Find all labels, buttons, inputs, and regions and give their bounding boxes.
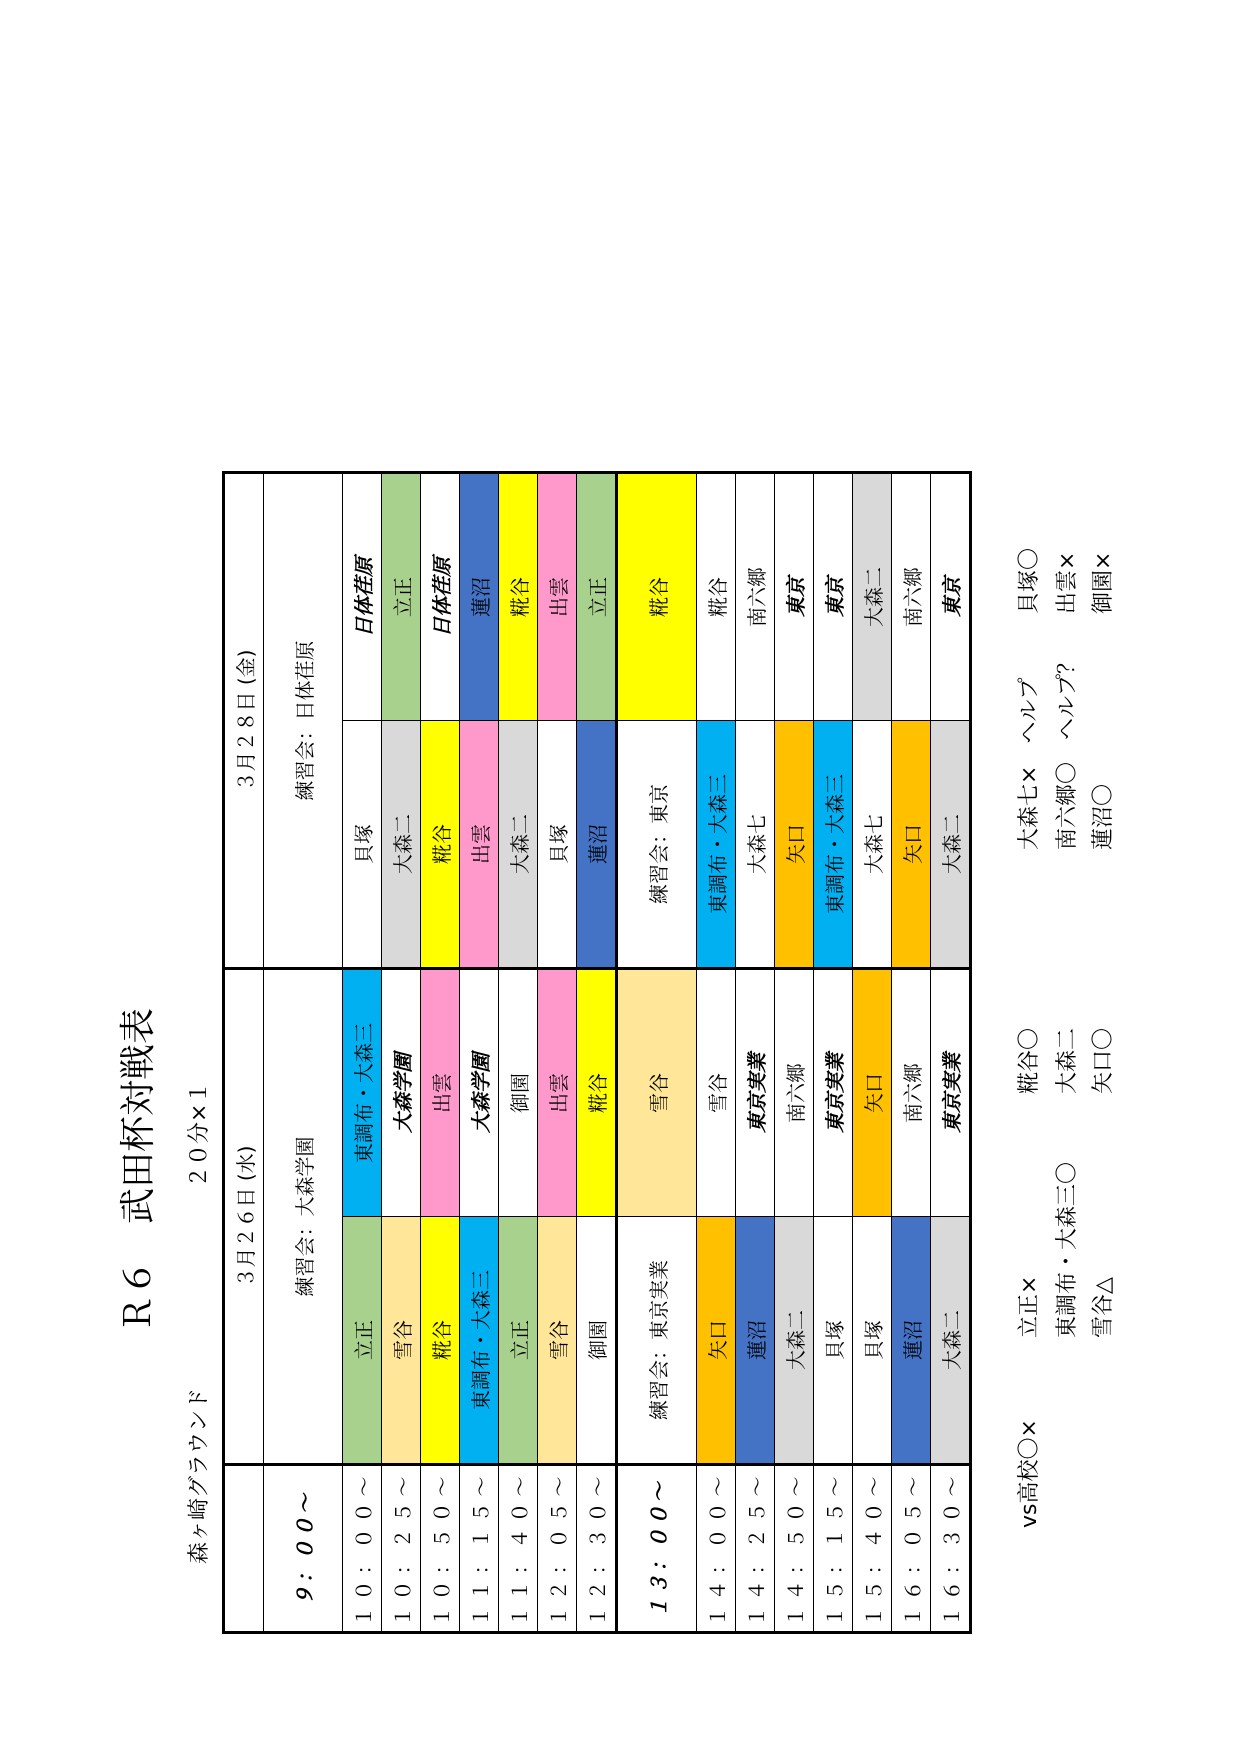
day1-header: ３月２６日 (水) xyxy=(224,969,264,1465)
vs-result-2-1: 糀谷〇 xyxy=(1017,1027,1042,1094)
match-cell-d1b: 出雲 xyxy=(538,969,577,1217)
match-cell-d2b: 出雲 xyxy=(538,473,577,721)
match-cell-d2b: 蓮沼 xyxy=(460,473,499,721)
match-cell-d2b: 糀谷 xyxy=(697,473,736,721)
vs-result-4-3: 御園× xyxy=(1091,551,1116,614)
vs-high-school-label: vs高校〇× xyxy=(1017,1419,1042,1528)
vs-result-3-1: 大森七× ヘルプ xyxy=(1017,677,1042,850)
vs-result-2-2: 大森二 xyxy=(1055,1027,1080,1094)
match-cell-d1b: 東京実業 xyxy=(814,969,853,1217)
practice-day1-afternoon: 練習会：東京実業 xyxy=(617,1217,697,1465)
match-cell-d2a: 貝塚 xyxy=(343,721,382,969)
vs-result-1-2: 東調布・大森三〇 xyxy=(1055,1161,1080,1338)
page-title: Ｒ６ 武田杯対戦表 xyxy=(118,1007,159,1332)
match-row xyxy=(931,473,971,1633)
match-cell-d1a: 矢口 xyxy=(697,1217,736,1465)
match-cell-d1a: 雪谷 xyxy=(382,1217,421,1465)
time-slot: １２：３０～ xyxy=(577,1465,617,1633)
vs-result-3-3: 蓮沼〇 xyxy=(1091,783,1116,850)
match-cell-d1b: 御園 xyxy=(499,969,538,1217)
match-row xyxy=(736,473,775,1633)
day-header-row xyxy=(224,473,264,1633)
match-cell-d2a: 蓮沼 xyxy=(577,721,617,969)
match-row xyxy=(577,473,617,1633)
match-cell-d2a: 東調布・大森三 xyxy=(697,721,736,969)
match-cell-d1a: 立正 xyxy=(343,1217,382,1465)
practice-day2-afternoon: 練習会：東京 xyxy=(617,721,697,969)
time-slot: １４：５０～ xyxy=(775,1465,814,1633)
match-cell-d1a: 貝塚 xyxy=(853,1217,892,1465)
time-slot: １０：５０～ xyxy=(421,1465,460,1633)
match-cell-d2b: 糀谷 xyxy=(499,473,538,721)
match-cell-d2a: 大森七 xyxy=(736,721,775,969)
match-cell-d2a: 矢口 xyxy=(775,721,814,969)
match-cell-d2b: 南六郷 xyxy=(736,473,775,721)
match-cell-d2a: 貝塚 xyxy=(538,721,577,969)
match-cell-d2a: 大森七 xyxy=(853,721,892,969)
practice-day1-morning: 練習会：大森学園 xyxy=(264,969,343,1465)
match-row xyxy=(775,473,814,1633)
match-cell-d1b: 東調布・大森三 xyxy=(343,969,382,1217)
match-cell-d2a: 出雲 xyxy=(460,721,499,969)
match-cell-d2b: 日体荏原 xyxy=(421,473,460,721)
morning-practice-row xyxy=(264,473,343,1633)
time-slot: １４：００～ xyxy=(697,1465,736,1633)
match-row xyxy=(892,473,931,1633)
vs-result-4-1: 貝塚〇 xyxy=(1017,547,1042,614)
time-slot: １１：４０～ xyxy=(499,1465,538,1633)
match-cell-d2b: 南六郷 xyxy=(892,473,931,721)
match-cell-d1b: 出雲 xyxy=(421,969,460,1217)
day2-header: ３月２８日 (金) xyxy=(224,473,264,969)
match-cell-d2a: 大森二 xyxy=(499,721,538,969)
match-cell-d1b: 大森学園 xyxy=(382,969,421,1217)
match-row xyxy=(460,473,499,1633)
match-cell-d2b: 日体荏原 xyxy=(343,473,382,721)
practice-day1-b-afternoon: 雪谷 xyxy=(617,969,697,1217)
match-cell-d1b: 東京実業 xyxy=(931,969,971,1217)
match-cell-d2b: 東京 xyxy=(931,473,971,721)
vs-result-3-2: 南六郷〇 ヘルプ？ xyxy=(1055,651,1080,850)
match-cell-d2b: 立正 xyxy=(382,473,421,721)
practice-day2-morning: 練習会：日体荏原 xyxy=(264,473,343,969)
time-slot: １６：３０～ xyxy=(931,1465,971,1633)
time-slot: １５：４０～ xyxy=(853,1465,892,1633)
match-cell-d1b: 南六郷 xyxy=(892,969,931,1217)
vs-result-4-2: 出雲× xyxy=(1055,551,1080,614)
match-cell-d1b: 矢口 xyxy=(853,969,892,1217)
match-row xyxy=(382,473,421,1633)
match-row xyxy=(853,473,892,1633)
match-cell-d1b: 大森学園 xyxy=(460,969,499,1217)
match-cell-d1a: 蓮沼 xyxy=(736,1217,775,1465)
match-cell-d1b: 雪谷 xyxy=(697,969,736,1217)
match-cell-d2b: 東京 xyxy=(775,473,814,721)
time-slot: １４：２５～ xyxy=(736,1465,775,1633)
match-cell-d2b: 大森二 xyxy=(853,473,892,721)
match-cell-d2b: 立正 xyxy=(577,473,617,721)
match-cell-d1a: 御園 xyxy=(577,1217,617,1465)
vs-result-1-3: 雪谷△ xyxy=(1091,1277,1116,1338)
match-row xyxy=(814,473,853,1633)
match-cell-d1a: 蓮沼 xyxy=(892,1217,931,1465)
match-row xyxy=(343,473,382,1633)
vs-result-1-1: 立正× xyxy=(1017,1275,1042,1338)
afternoon-practice-row xyxy=(617,473,697,1633)
schedule-table xyxy=(222,471,972,1634)
vs-result-2-3: 矢口〇 xyxy=(1091,1027,1116,1094)
match-cell-d1b: 東京実業 xyxy=(736,969,775,1217)
match-format-label: ２０分×１ xyxy=(187,1081,212,1188)
time-slot: １０：２５～ xyxy=(382,1465,421,1633)
morning-start-time: ９：００～ xyxy=(264,1465,343,1633)
match-cell-d2a: 東調布・大森三 xyxy=(814,721,853,969)
match-cell-d2a: 矢口 xyxy=(892,721,931,969)
time-slot: １２：０５～ xyxy=(538,1465,577,1633)
time-slot: １６：０５～ xyxy=(892,1465,931,1633)
time-slot: １５：１５～ xyxy=(814,1465,853,1633)
practice-day2-b-afternoon: 糀谷 xyxy=(617,473,697,721)
afternoon-start-time: １３：００～ xyxy=(617,1465,697,1633)
time-slot: １０：００～ xyxy=(343,1465,382,1633)
match-cell-d1a: 大森二 xyxy=(931,1217,971,1465)
match-cell-d1a: 東調布・大森三 xyxy=(460,1217,499,1465)
match-cell-d2a: 大森二 xyxy=(931,721,971,969)
corner-cell xyxy=(224,1465,264,1633)
match-row xyxy=(538,473,577,1633)
match-cell-d1a: 貝塚 xyxy=(814,1217,853,1465)
match-cell-d1a: 雪谷 xyxy=(538,1217,577,1465)
match-row xyxy=(697,473,736,1633)
match-cell-d1a: 大森二 xyxy=(775,1217,814,1465)
venue-label: 森ヶ崎グラウンド xyxy=(187,1387,212,1564)
match-cell-d1b: 南六郷 xyxy=(775,969,814,1217)
match-cell-d1a: 立正 xyxy=(499,1217,538,1465)
match-row xyxy=(499,473,538,1633)
match-cell-d1a: 糀谷 xyxy=(421,1217,460,1465)
match-cell-d2b: 東京 xyxy=(814,473,853,721)
match-row xyxy=(421,473,460,1633)
match-cell-d2a: 大森二 xyxy=(382,721,421,969)
time-slot: １１：１５～ xyxy=(460,1465,499,1633)
match-cell-d2a: 糀谷 xyxy=(421,721,460,969)
match-cell-d1b: 糀谷 xyxy=(577,969,617,1217)
